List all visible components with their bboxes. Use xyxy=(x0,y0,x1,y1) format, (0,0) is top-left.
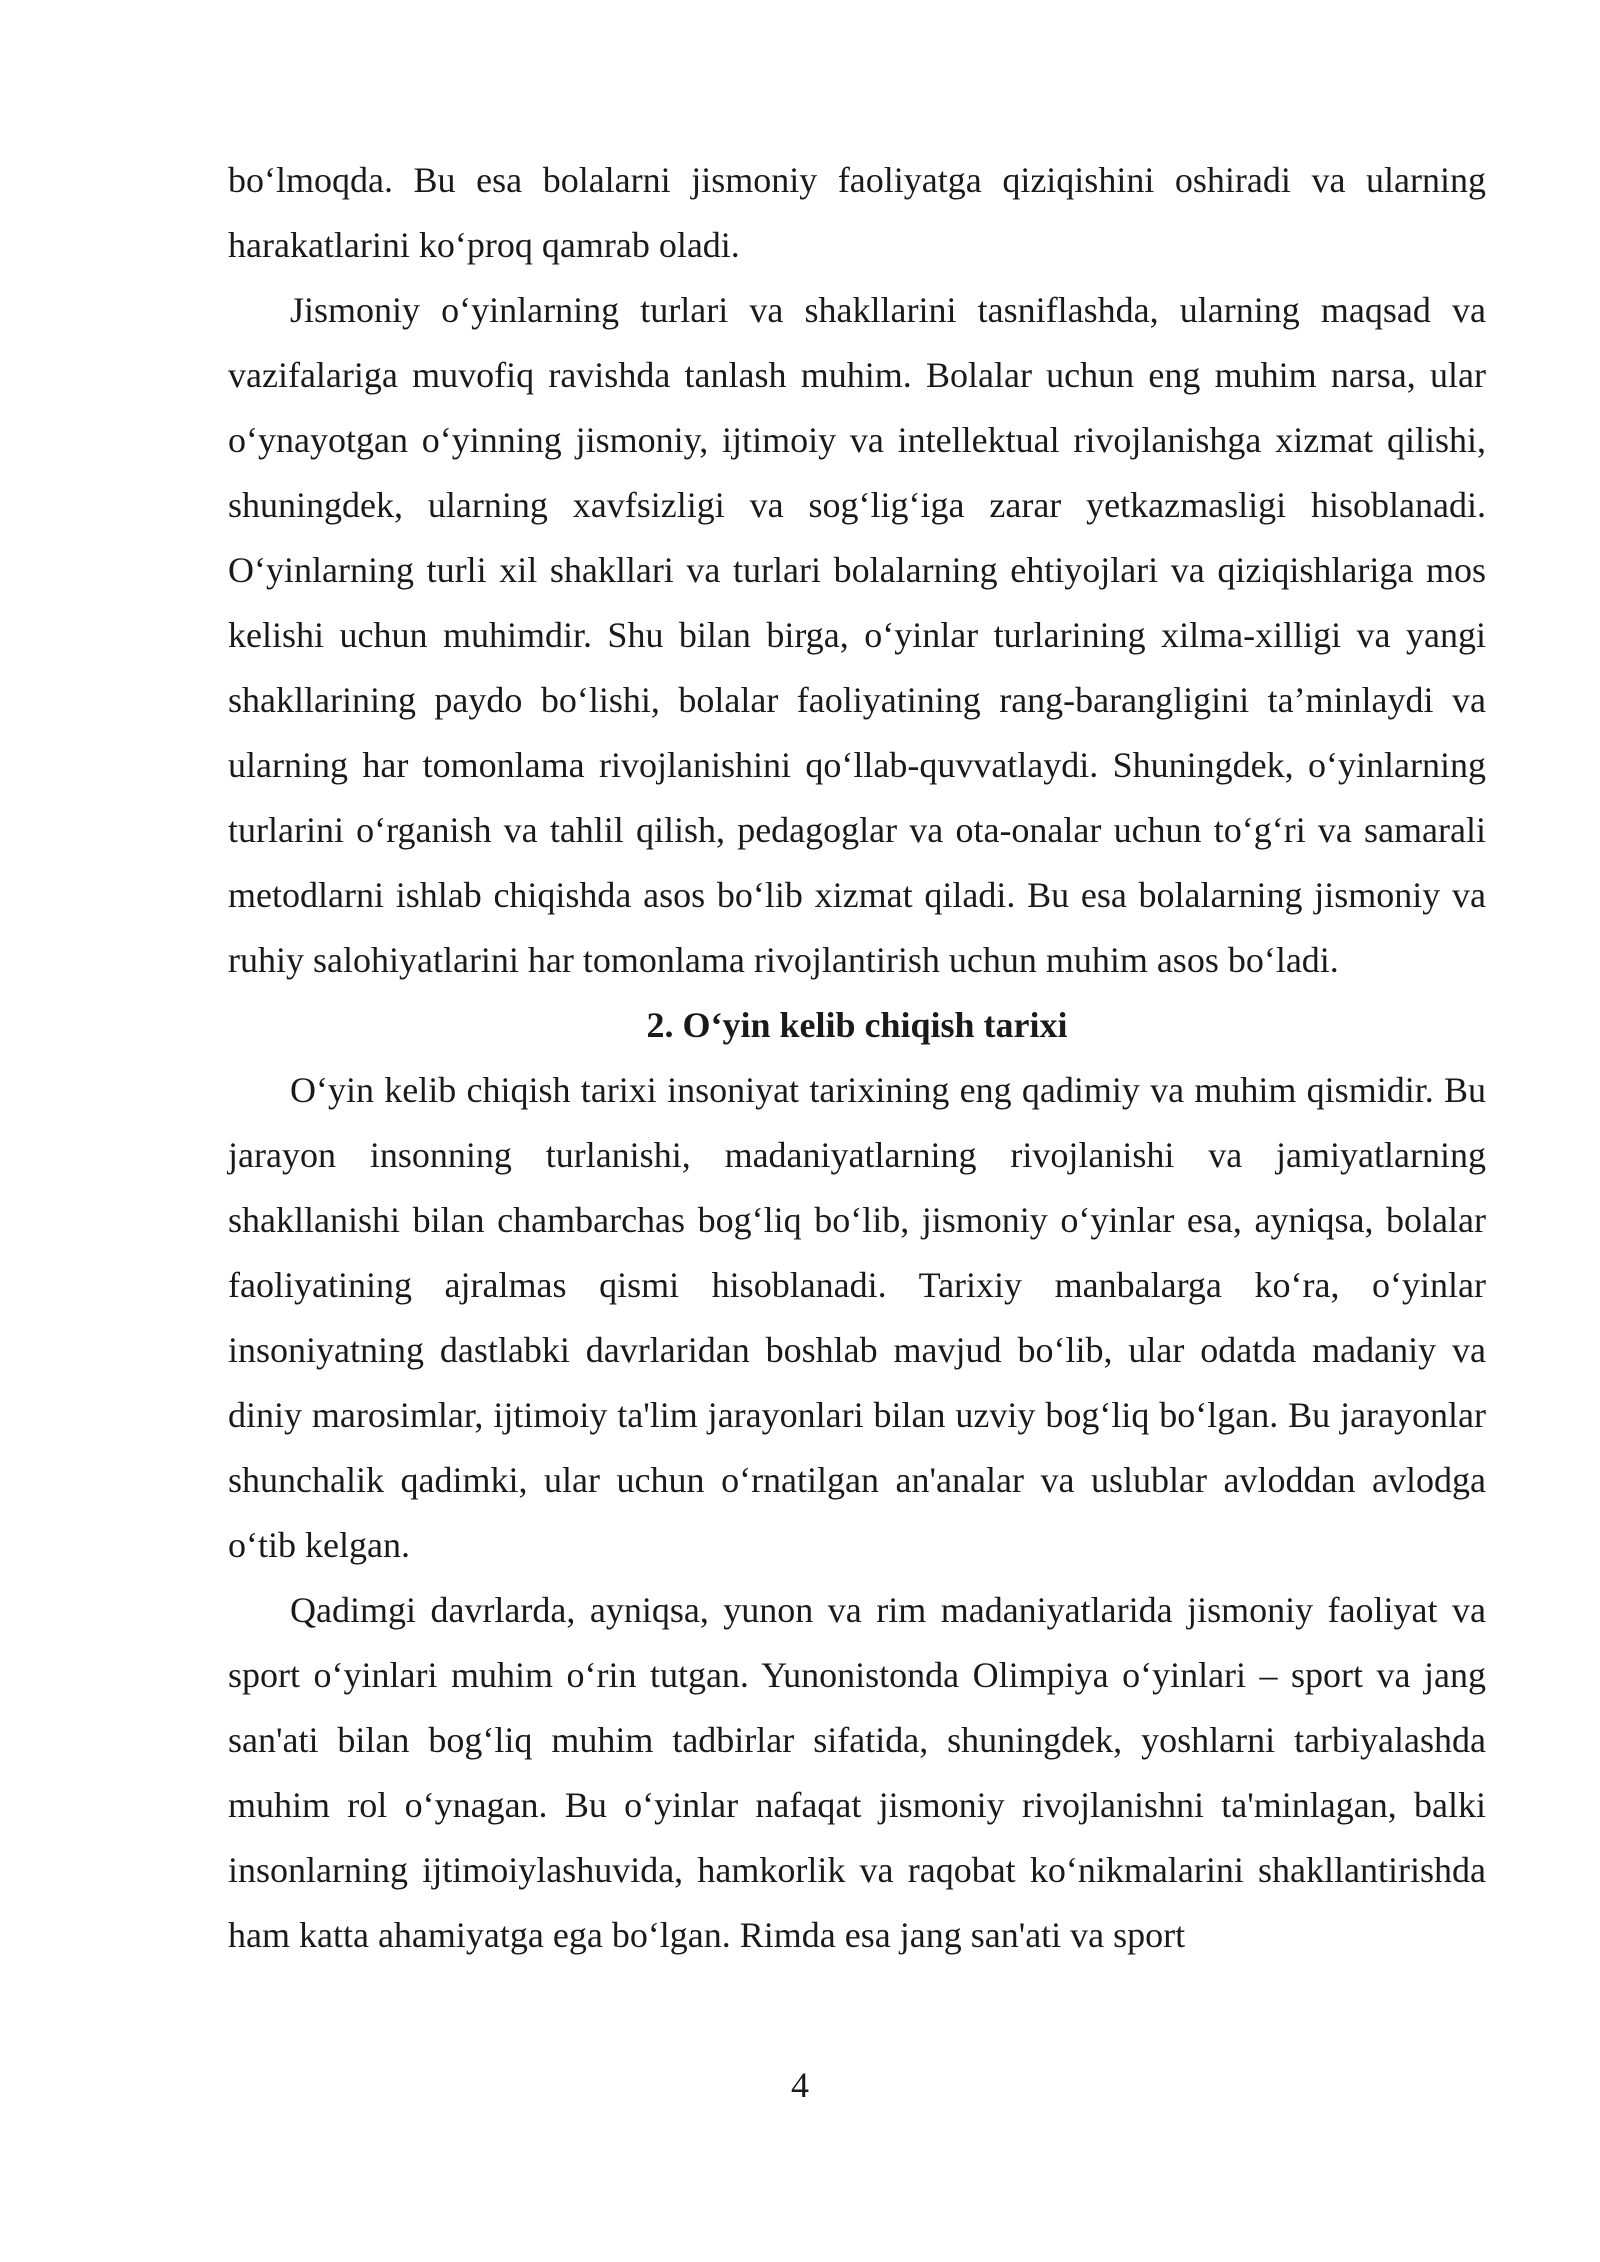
paragraph-game-origin-history: O‘yin kelib chiqish tarixi insoniyat tarixining eng qadimiy va muhim qismidir. Bu jarayon insonning turlanishi, madaniyatlarning rivojlanishi va jamiyatlarning shakllanishi bilan chambarchas bog‘liq bo‘lib, jismoniy o‘yinlar esa, ayniqsa, bolalar faoliyatining ajralmas qismi hisoblanadi. Tarixiy manbalarga ko‘ra, o‘yinlar insoniyatning dastlabki davrlaridan boshlab mavjud bo‘lib, ular odatda madaniy va diniy marosimlar, ijtimoiy ta'lim jarayonlari bilan uzviy bog‘liq bo‘lgan. Bu jarayonlar shunchalik qadimki, ular uchun o‘rnatilgan an'analar va uslublar avloddan avlodga o‘tib kelgan. xyxy=(228,1070,1486,1565)
paragraph-game-classification: Jismoniy o‘yinlarning turlari va shakllarini tasniflashda, ularning maqsad va vazifalariga muvofiq ravishda tanlash muhim. Bolalar uchun eng muhim narsa, ular o‘ynayotgan o‘yinning jismoniy, ijtimoiy va intellektual rivojlanishga xizmat qilishi, shuningdek, ularning xavfsizligi va sog‘lig‘iga zarar yetkazmasligi hisoblanadi. O‘yinlarning turli xil shakllari va turlari bolalarning ehtiyojlari va qiziqishlariga mos kelishi uchun muhimdir. Shu bilan birga, o‘yinlar turlarining xilma-xilligi va yangi shakllarining paydo bo‘lishi, bolalar faoliyatining rang-barangligini ta’minlaydi va ularning har tomonlama rivojlanishini qo‘llab-quvvatlaydi. Shuningdek, o‘yinlarning turlarini o‘rganish va tahlil qilish, pedagoglar va ota-onalar uchun to‘g‘ri va samarali metodlarni ishlab chiqishda asos bo‘lib xizmat qiladi. Bu esa bolalarning jismoniy va ruhiy salohiyatlarini har tomonlama rivojlantirish uchun muhim asos bo‘ladi. xyxy=(228,290,1486,980)
document-page xyxy=(228,148,1486,1968)
paragraph-ancient-times: Qadimgi davrlarda, ayniqsa, yunon va rim madaniyatlarida jismoniy faoliyat va sport o‘yinlari muhim o‘rin tutgan. Yunonistonda Olimpiya o‘yinlari – sport va jang san'ati bilan bog‘liq muhim tadbirlar sifatida, shuningdek, yoshlarni tarbiyalashda muhim rol o‘ynagan. Bu o‘yinlar nafaqat jismoniy rivojlanishni ta'minlagan, balki insonlarning ijtimoiylashuvida, hamkorlik va raqobat ko‘nikmalarini shakllantirishda ham katta ahamiyatga ega bo‘lgan. Rimda esa jang san'ati va sport xyxy=(228,1590,1486,1955)
paragraph-continuation: bo‘lmoqda. Bu esa bolalarni jismoniy faoliyatga qiziqishini oshiradi va ularning harakatlarini ko‘proq qamrab oladi. xyxy=(228,160,1486,265)
page-number: 4 xyxy=(791,2065,809,2105)
section-heading: 2. O‘yin kelib chiqish tarixi xyxy=(646,1005,1068,1045)
